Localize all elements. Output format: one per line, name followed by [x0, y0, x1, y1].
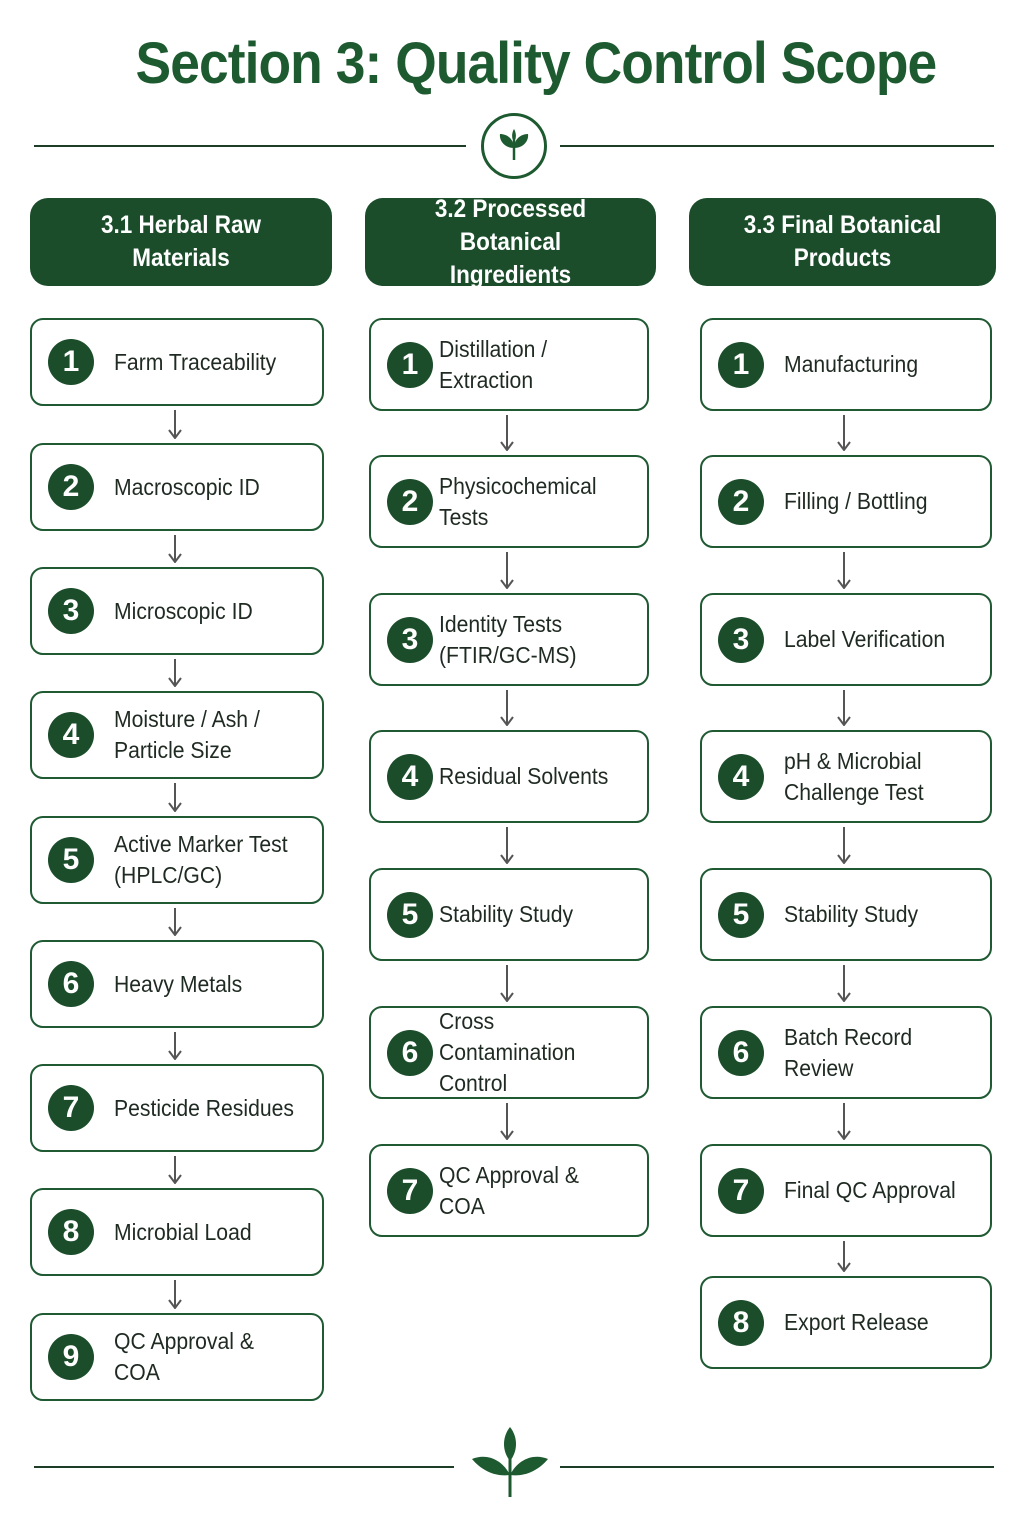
step-number-badge: 4 — [718, 754, 764, 800]
bottom-divider-right — [560, 1466, 994, 1468]
step-label: Stability Study — [439, 901, 574, 927]
step-box — [700, 1006, 992, 1099]
step-label: pH & Microbial Challenge Test — [784, 747, 924, 805]
flow-arrow-icon — [167, 1032, 183, 1060]
step-number-badge: 6 — [387, 1030, 433, 1076]
step-label: Export Release — [784, 1309, 929, 1335]
step-label: Residual Solvents — [439, 763, 609, 789]
column-header: 3.3 Final Botanical Products — [689, 198, 996, 286]
step-box — [700, 868, 992, 961]
step-label: Label Verification — [784, 626, 946, 652]
step-label: Distillation / Extraction — [439, 335, 548, 393]
step-box — [30, 1313, 324, 1401]
flow-arrow-icon — [499, 415, 515, 451]
flow-arrow-icon — [836, 552, 852, 589]
step-number-badge: 1 — [387, 342, 433, 388]
plant-sprout-icon — [470, 1425, 550, 1500]
flow-arrow-icon — [499, 552, 515, 589]
step-box — [369, 593, 649, 686]
step-number-badge: 6 — [718, 1030, 764, 1076]
step-label: Pesticide Residues — [114, 1094, 294, 1121]
step-box — [30, 816, 324, 904]
flow-arrow-icon — [836, 1103, 852, 1140]
step-number-badge: 8 — [48, 1209, 94, 1255]
step-number-badge: 4 — [387, 754, 433, 800]
step-number-badge: 5 — [48, 837, 94, 883]
step-number-badge: 5 — [387, 892, 433, 938]
step-box — [700, 455, 992, 548]
step-label: Microscopic ID — [114, 597, 253, 624]
flow-arrow-icon — [167, 1280, 183, 1309]
flow-arrow-icon — [167, 535, 183, 563]
step-number-badge: 2 — [387, 479, 433, 525]
step-box — [369, 318, 649, 411]
flow-arrow-icon — [499, 827, 515, 864]
step-number-badge: 3 — [387, 617, 433, 663]
step-number-badge: 7 — [387, 1168, 433, 1214]
step-number-badge: 2 — [48, 464, 94, 510]
flow-arrow-icon — [836, 415, 852, 451]
step-box — [369, 1006, 649, 1099]
step-box — [30, 443, 324, 531]
step-label: Batch Record Review — [784, 1023, 913, 1081]
step-label: Manufacturing — [784, 351, 919, 377]
flow-arrow-icon — [167, 659, 183, 687]
step-box — [30, 1188, 324, 1276]
step-box — [700, 1144, 992, 1237]
step-number-badge: 6 — [48, 961, 94, 1007]
step-number-badge: 9 — [48, 1334, 94, 1380]
step-box — [30, 567, 324, 655]
step-number-badge: 4 — [48, 712, 94, 758]
step-box — [369, 868, 649, 961]
step-number-badge: 7 — [48, 1085, 94, 1131]
step-label: Macroscopic ID — [114, 473, 260, 500]
step-label: Active Marker Test (HPLC/GC) — [114, 831, 288, 888]
step-label: Farm Traceability — [114, 348, 277, 375]
top-divider-right — [560, 145, 994, 147]
flow-arrow-icon — [499, 965, 515, 1002]
step-box — [30, 940, 324, 1028]
step-box — [369, 455, 649, 548]
step-box — [700, 318, 992, 411]
step-number-badge: 1 — [718, 342, 764, 388]
flow-arrow-icon — [499, 690, 515, 726]
step-label: Cross Contamination Control — [439, 1008, 576, 1096]
bottom-divider-left — [34, 1466, 454, 1468]
step-box — [700, 730, 992, 823]
flow-arrow-icon — [167, 410, 183, 439]
step-label: Stability Study — [784, 901, 919, 927]
step-number-badge: 7 — [718, 1168, 764, 1214]
page-title: Section 3: Quality Control Scope — [135, 31, 937, 96]
column-header: 3.2 Processed Botanical Ingredients — [365, 198, 656, 286]
step-box — [30, 318, 324, 406]
step-label: Physicochemical Tests — [439, 472, 597, 530]
flow-arrow-icon — [167, 1156, 183, 1184]
column-header: 3.1 Herbal Raw Materials — [30, 198, 332, 286]
top-divider-left — [34, 145, 466, 147]
step-label: Heavy Metals — [114, 970, 243, 997]
flow-arrow-icon — [499, 1103, 515, 1140]
step-box — [700, 1276, 992, 1369]
step-number-badge: 3 — [48, 588, 94, 634]
step-box — [369, 730, 649, 823]
step-label: QC Approval & COA — [439, 1161, 579, 1219]
flow-arrow-icon — [836, 827, 852, 864]
step-box — [369, 1144, 649, 1237]
step-label: Moisture / Ash / Particle Size — [114, 706, 260, 763]
step-number-badge: 8 — [718, 1300, 764, 1346]
step-box — [700, 593, 992, 686]
step-number-badge: 2 — [718, 479, 764, 525]
step-label: Microbial Load — [114, 1218, 252, 1245]
flow-arrow-icon — [167, 783, 183, 812]
step-box — [30, 691, 324, 779]
step-label: Identity Tests (FTIR/GC-MS) — [439, 610, 577, 668]
flow-arrow-icon — [836, 690, 852, 726]
step-label: Filling / Bottling — [784, 488, 928, 514]
step-number-badge: 1 — [48, 339, 94, 385]
step-label: Final QC Approval — [784, 1177, 956, 1203]
step-number-badge: 3 — [718, 617, 764, 663]
flow-arrow-icon — [167, 908, 183, 936]
flow-arrow-icon — [836, 965, 852, 1002]
flow-arrow-icon — [836, 1241, 852, 1272]
step-number-badge: 5 — [718, 892, 764, 938]
leaf-sprout-icon — [481, 113, 547, 179]
step-box — [30, 1064, 324, 1152]
step-label: QC Approval & COA — [114, 1328, 254, 1385]
